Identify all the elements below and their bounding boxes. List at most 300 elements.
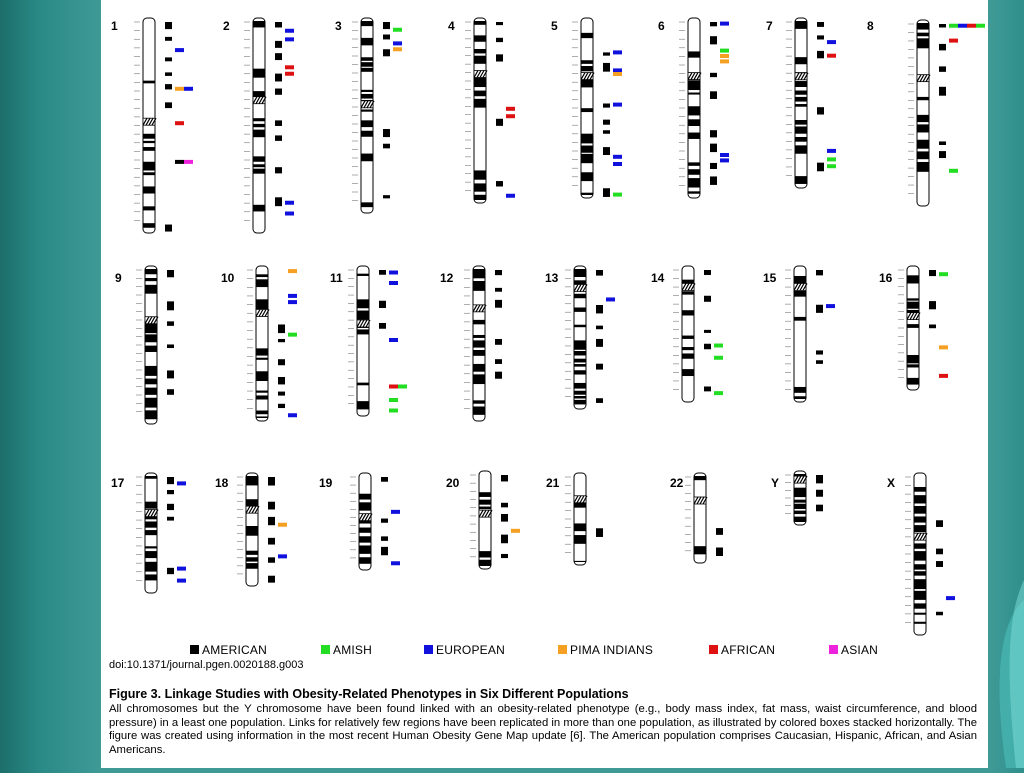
chromosome-body bbox=[574, 473, 586, 565]
chromosome-label: 3 bbox=[335, 19, 342, 33]
chromosome-band bbox=[581, 80, 593, 88]
link-bar-european bbox=[288, 413, 297, 417]
chromosome-band bbox=[688, 169, 700, 175]
chromosome-body bbox=[795, 18, 807, 188]
link-bar-european bbox=[393, 41, 402, 45]
link-bar-american bbox=[381, 536, 388, 540]
chromosome-band bbox=[145, 551, 157, 558]
chromosome-band bbox=[145, 530, 157, 535]
chromosome-band bbox=[688, 93, 700, 95]
chromosome-label: 5 bbox=[551, 19, 558, 33]
chromosome-band bbox=[917, 115, 929, 122]
link-bar-european bbox=[391, 561, 400, 565]
chromosome-band bbox=[246, 563, 258, 569]
chromosome-band bbox=[143, 81, 155, 84]
chromosome-label: 22 bbox=[670, 476, 684, 490]
chromosome-label: 12 bbox=[440, 271, 454, 285]
chromosome-band bbox=[359, 545, 371, 553]
chromosome-band bbox=[917, 162, 929, 172]
chromosome-band bbox=[574, 383, 586, 389]
link-bar-asian bbox=[184, 160, 193, 164]
chromosome-band bbox=[917, 140, 929, 149]
chromosome-band bbox=[574, 370, 586, 374]
chromosome-band bbox=[574, 400, 586, 405]
chromosome-band bbox=[917, 33, 929, 37]
chromosome-band bbox=[581, 134, 593, 144]
chromosome-band bbox=[253, 205, 265, 212]
chromosome-band bbox=[907, 275, 919, 283]
legend-swatch bbox=[424, 645, 433, 654]
chromosome-band bbox=[253, 164, 265, 167]
chromosome-label: 14 bbox=[651, 271, 665, 285]
link-bar-european bbox=[285, 201, 294, 205]
chromosome-band bbox=[574, 307, 586, 311]
chromosome-band bbox=[143, 223, 155, 228]
chromosome-band bbox=[143, 186, 155, 193]
chromosome-band bbox=[794, 488, 806, 497]
link-bar-american bbox=[496, 22, 503, 25]
link-bar-american bbox=[939, 141, 946, 145]
chromosome-band bbox=[357, 401, 369, 409]
chromosome-band bbox=[688, 178, 700, 187]
link-bar-american bbox=[939, 151, 946, 158]
chromosome-band bbox=[473, 340, 485, 347]
link-bar-european bbox=[827, 40, 836, 44]
chromosome-band bbox=[359, 536, 371, 542]
legend-swatch bbox=[321, 645, 330, 654]
chromosome-band bbox=[574, 535, 586, 544]
link-bar-american bbox=[816, 350, 823, 354]
link-bar-european bbox=[827, 149, 836, 153]
chromosome-band bbox=[907, 355, 919, 363]
chromosome-band bbox=[914, 564, 926, 569]
link-bar-european bbox=[720, 158, 729, 162]
chromosome-label: 20 bbox=[446, 476, 460, 490]
link-bar-european bbox=[613, 68, 622, 72]
chromosome-band bbox=[143, 206, 155, 210]
link-bar-american bbox=[275, 22, 282, 27]
chromosome-label: 8 bbox=[867, 19, 874, 33]
chromosome-label: 21 bbox=[546, 476, 560, 490]
link-bar-american bbox=[495, 359, 502, 364]
chromosome-band bbox=[145, 521, 157, 527]
link-bar-american bbox=[501, 514, 508, 522]
chromosome-band bbox=[473, 400, 485, 403]
link-bar-amish bbox=[714, 356, 723, 360]
link-bar-american bbox=[817, 163, 824, 172]
chromosome-label: 6 bbox=[658, 19, 665, 33]
legend-item-pima bbox=[558, 643, 653, 657]
link-bar-pima bbox=[175, 87, 184, 91]
chromosome-band bbox=[145, 574, 157, 580]
link-bar-amish bbox=[398, 385, 407, 389]
link-bar-american bbox=[278, 339, 285, 342]
legend-label: AMERICAN bbox=[202, 643, 267, 657]
chromosome-band bbox=[361, 131, 373, 137]
chromosome-band bbox=[474, 99, 486, 108]
legend-swatch bbox=[829, 645, 838, 654]
link-bar-american bbox=[268, 538, 275, 545]
chromosome-body bbox=[581, 18, 593, 198]
chromosome-band bbox=[795, 120, 807, 125]
link-bar-european bbox=[389, 338, 398, 342]
chromosome-band bbox=[914, 506, 926, 514]
link-bar-american bbox=[939, 66, 946, 71]
link-bar-american bbox=[278, 324, 285, 333]
legend-label: EUROPEAN bbox=[436, 643, 505, 657]
link-bar-european bbox=[278, 554, 287, 558]
chromosome-band bbox=[256, 395, 268, 399]
link-bar-american bbox=[816, 475, 823, 483]
chromosome-band bbox=[145, 410, 157, 419]
link-bar-european bbox=[720, 22, 729, 26]
chromosome-band bbox=[145, 278, 157, 281]
chromosome-band bbox=[359, 557, 371, 564]
link-bar-american bbox=[379, 323, 386, 329]
link-bar-american bbox=[268, 477, 275, 486]
link-bar-american bbox=[603, 63, 610, 72]
link-bar-american bbox=[167, 568, 174, 574]
link-bar-american bbox=[383, 144, 390, 149]
chromosome-band bbox=[917, 38, 929, 48]
link-bar-american bbox=[710, 36, 717, 44]
chromosome-band bbox=[479, 551, 491, 557]
chromosome-band bbox=[581, 154, 593, 163]
link-bar-african bbox=[506, 114, 515, 118]
link-bar-american bbox=[939, 44, 946, 50]
link-bar-american bbox=[816, 490, 823, 497]
chromosome-band bbox=[914, 613, 926, 615]
chromosome-band bbox=[253, 21, 265, 27]
chromosome-band bbox=[574, 294, 586, 298]
link-bar-american bbox=[278, 392, 285, 396]
chromosome-band bbox=[795, 97, 807, 102]
chromosome-label: 13 bbox=[545, 271, 559, 285]
link-bar-american bbox=[710, 91, 717, 99]
link-bar-american bbox=[816, 360, 823, 364]
chromosome-band bbox=[581, 146, 593, 153]
link-bar-american bbox=[167, 389, 174, 395]
chromosome-band bbox=[794, 396, 806, 399]
link-bar-american bbox=[596, 305, 603, 313]
chromosome-band bbox=[479, 500, 491, 505]
chromosome-band bbox=[361, 68, 373, 72]
link-bar-american bbox=[603, 147, 610, 155]
chromosome-band bbox=[917, 97, 929, 100]
link-bar-american bbox=[929, 325, 936, 329]
link-bar-american bbox=[268, 557, 275, 562]
link-bar-american bbox=[379, 301, 386, 308]
chromosome-band bbox=[907, 378, 919, 385]
chromosome-band bbox=[581, 60, 593, 64]
chromosome-label: Y bbox=[771, 476, 780, 490]
chromosome-band bbox=[914, 495, 926, 503]
link-bar-amish bbox=[827, 164, 836, 168]
legend-swatch bbox=[709, 645, 718, 654]
chromosome-band bbox=[688, 119, 700, 126]
link-bar-amish bbox=[613, 193, 622, 197]
link-bar-american bbox=[167, 370, 174, 378]
link-bar-american bbox=[596, 326, 603, 330]
link-bar-european bbox=[958, 24, 967, 28]
chromosome-band bbox=[917, 124, 929, 132]
link-bar-african bbox=[939, 374, 948, 378]
link-bar-european bbox=[285, 37, 294, 41]
link-bar-american bbox=[929, 270, 936, 276]
chromosome-band bbox=[473, 335, 485, 338]
link-bar-amish bbox=[827, 157, 836, 161]
link-bar-american bbox=[165, 37, 172, 41]
chromosome-band bbox=[256, 411, 268, 415]
link-bar-american bbox=[936, 520, 943, 527]
link-bar-american bbox=[603, 103, 610, 107]
chromosome-band bbox=[914, 525, 926, 532]
chromosome-band bbox=[914, 551, 926, 561]
chromosome-band bbox=[574, 391, 586, 395]
legend-item-american bbox=[190, 643, 267, 657]
chromosome-band bbox=[795, 57, 807, 64]
link-bar-american bbox=[383, 22, 390, 29]
chromosome-band bbox=[682, 291, 694, 294]
chromosome-band bbox=[256, 299, 268, 309]
link-bar-american bbox=[704, 330, 711, 333]
link-bar-european bbox=[285, 212, 294, 216]
link-bar-american bbox=[936, 612, 943, 615]
link-bar-amish bbox=[714, 391, 723, 395]
chromosome-band bbox=[361, 21, 373, 26]
chromosome-band bbox=[361, 120, 373, 127]
chromosome-band bbox=[473, 320, 485, 324]
chromosome-band bbox=[474, 195, 486, 200]
chromosome-band bbox=[795, 176, 807, 184]
chromosome-band bbox=[474, 78, 486, 87]
link-bar-american bbox=[816, 305, 823, 313]
link-bar-american bbox=[496, 119, 503, 126]
chromosome-band bbox=[682, 310, 694, 315]
link-bar-american bbox=[381, 477, 388, 482]
chromosome-band bbox=[145, 379, 157, 385]
link-bar-american bbox=[275, 167, 282, 173]
legend-label: ASIAN bbox=[841, 643, 879, 657]
chromosome-band bbox=[914, 571, 926, 575]
chromosome-band bbox=[581, 66, 593, 71]
link-bar-amish bbox=[714, 344, 723, 348]
chromosome-band bbox=[256, 274, 268, 277]
chromosome-band bbox=[682, 369, 694, 376]
legend-label: PIMA INDIANS bbox=[570, 643, 654, 657]
chromosome-band bbox=[794, 500, 806, 503]
chromosome-band bbox=[359, 494, 371, 500]
chromosome-band bbox=[574, 340, 586, 349]
chromosome-band bbox=[473, 406, 485, 414]
chromosome-band bbox=[256, 358, 268, 360]
chromosome-band bbox=[145, 285, 157, 294]
chromosome-band bbox=[574, 351, 586, 355]
link-bar-european bbox=[184, 87, 193, 91]
link-bar-american bbox=[495, 300, 502, 308]
link-bar-american bbox=[165, 72, 172, 76]
link-bar-american bbox=[929, 301, 936, 309]
chromosome-band bbox=[361, 110, 373, 112]
chromosome-band bbox=[145, 269, 157, 274]
link-bar-american bbox=[704, 296, 711, 302]
link-bar-american bbox=[501, 503, 508, 508]
chromosome-band bbox=[253, 169, 265, 174]
link-bar-european bbox=[177, 481, 186, 485]
chromosome-band bbox=[688, 80, 700, 90]
chromosome-band bbox=[914, 622, 926, 624]
chromosome-label: 11 bbox=[330, 271, 343, 285]
chromosome-band bbox=[917, 23, 929, 30]
link-bar-pima bbox=[720, 59, 729, 63]
chromosome-label: 9 bbox=[115, 271, 122, 285]
link-bar-pima bbox=[393, 47, 402, 51]
link-bar-american bbox=[278, 404, 285, 408]
chromosome-band bbox=[256, 279, 268, 287]
link-bar-amish bbox=[939, 272, 948, 276]
chromosome-band bbox=[361, 62, 373, 67]
link-bar-american bbox=[495, 288, 502, 292]
link-bar-american bbox=[596, 339, 603, 347]
link-bar-american bbox=[495, 372, 502, 379]
link-bar-american bbox=[278, 377, 285, 384]
chromosome-band bbox=[361, 154, 373, 162]
chromosome-label: 15 bbox=[763, 271, 777, 285]
link-bar-american bbox=[710, 163, 717, 169]
chromosome-band bbox=[917, 151, 929, 159]
chromosome-band bbox=[581, 33, 593, 38]
link-bar-european bbox=[720, 153, 729, 157]
link-bar-american bbox=[275, 74, 282, 82]
chromosome-band bbox=[246, 526, 258, 536]
chromosome-band bbox=[794, 387, 806, 393]
chromosome-band bbox=[473, 269, 485, 278]
chromosome-band bbox=[145, 546, 157, 548]
chromosome-band bbox=[794, 291, 806, 297]
chromosome-band bbox=[145, 366, 157, 376]
chromosome-band bbox=[145, 502, 157, 509]
link-bar-american bbox=[165, 84, 172, 89]
link-bar-american bbox=[710, 144, 717, 152]
link-bar-european bbox=[613, 103, 622, 107]
link-bar-pima bbox=[939, 345, 948, 349]
chromosome-band bbox=[143, 172, 155, 175]
doi-text: doi:10.1371/journal.pgen.0020188.g003 bbox=[109, 659, 304, 671]
link-bar-american bbox=[165, 57, 172, 61]
chromosome-band bbox=[253, 130, 265, 138]
chromosome-band bbox=[253, 69, 265, 78]
link-bar-american bbox=[816, 505, 823, 512]
chromosome-band bbox=[474, 35, 486, 41]
link-bar-american bbox=[817, 22, 824, 27]
chromosome-band bbox=[256, 391, 268, 393]
chromosome-band bbox=[914, 579, 926, 589]
link-bar-pima bbox=[720, 54, 729, 58]
link-bar-american bbox=[501, 535, 508, 544]
chromosome-band bbox=[794, 511, 806, 514]
chromosome-band bbox=[574, 364, 586, 367]
slide-panel bbox=[101, 0, 988, 768]
link-bar-american bbox=[939, 87, 946, 96]
chromosome-band bbox=[361, 90, 373, 92]
link-bar-american bbox=[936, 549, 943, 555]
link-bar-pima bbox=[288, 269, 297, 273]
chromosome-ideogram-figure bbox=[101, 0, 988, 640]
link-bar-american bbox=[496, 181, 503, 186]
chromosome-band bbox=[795, 21, 807, 29]
chromosome-band bbox=[914, 543, 926, 548]
link-bar-american bbox=[383, 195, 390, 198]
chromosome-band bbox=[474, 170, 486, 179]
link-bar-american bbox=[175, 160, 184, 164]
chromosome-band bbox=[361, 57, 373, 61]
chromosome-band bbox=[581, 172, 593, 181]
link-bar-american bbox=[816, 270, 823, 275]
chromosome-band bbox=[474, 21, 486, 25]
population-legend bbox=[101, 643, 988, 657]
chromosome-band bbox=[795, 104, 807, 107]
link-bar-american bbox=[710, 22, 717, 26]
link-bar-american bbox=[167, 490, 174, 494]
link-bar-american bbox=[167, 344, 174, 348]
link-bar-american bbox=[603, 130, 610, 134]
legend-item-european bbox=[424, 643, 505, 657]
chromosome-band bbox=[473, 350, 485, 356]
link-bar-american bbox=[704, 270, 711, 275]
chromosome-band bbox=[795, 81, 807, 87]
link-bar-european bbox=[389, 271, 398, 275]
chromosome-body bbox=[357, 266, 369, 416]
link-bar-american bbox=[165, 102, 172, 108]
link-bar-american bbox=[275, 41, 282, 48]
chromosome-band bbox=[246, 557, 258, 561]
chromosome-band bbox=[694, 546, 706, 554]
chromosome-band bbox=[145, 562, 157, 572]
link-bar-amish bbox=[976, 24, 985, 28]
chromosome-band bbox=[357, 274, 369, 276]
chromosome-label: 4 bbox=[448, 19, 455, 33]
chromosome-band bbox=[359, 528, 371, 533]
link-bar-european bbox=[177, 579, 186, 583]
link-bar-amish bbox=[720, 49, 729, 53]
chromosome-band bbox=[574, 359, 586, 363]
chromosome-label: 7 bbox=[766, 19, 773, 33]
link-bar-european bbox=[613, 155, 622, 159]
chromosome-band bbox=[688, 106, 700, 115]
link-bar-american bbox=[704, 344, 711, 350]
chromosome-band bbox=[253, 124, 265, 127]
link-bar-european bbox=[285, 29, 294, 33]
chromosome-band bbox=[574, 523, 586, 531]
chromosome-band bbox=[795, 126, 807, 133]
link-bar-american bbox=[275, 89, 282, 95]
link-bar-amish bbox=[389, 409, 398, 413]
link-bar-american bbox=[939, 24, 946, 27]
link-bar-american bbox=[268, 517, 275, 525]
link-bar-american bbox=[275, 120, 282, 126]
chromosome-label: X bbox=[887, 476, 896, 490]
link-bar-amish bbox=[288, 333, 297, 337]
link-bar-american bbox=[165, 225, 172, 232]
link-bar-american bbox=[495, 270, 502, 275]
chromosome-band bbox=[253, 156, 265, 161]
link-bar-american bbox=[936, 561, 943, 567]
chromosome-band bbox=[357, 383, 369, 386]
chromosome-band bbox=[145, 388, 157, 395]
link-bar-american bbox=[275, 53, 282, 60]
chromosome-band bbox=[907, 364, 919, 367]
chromosome-band bbox=[914, 487, 926, 492]
